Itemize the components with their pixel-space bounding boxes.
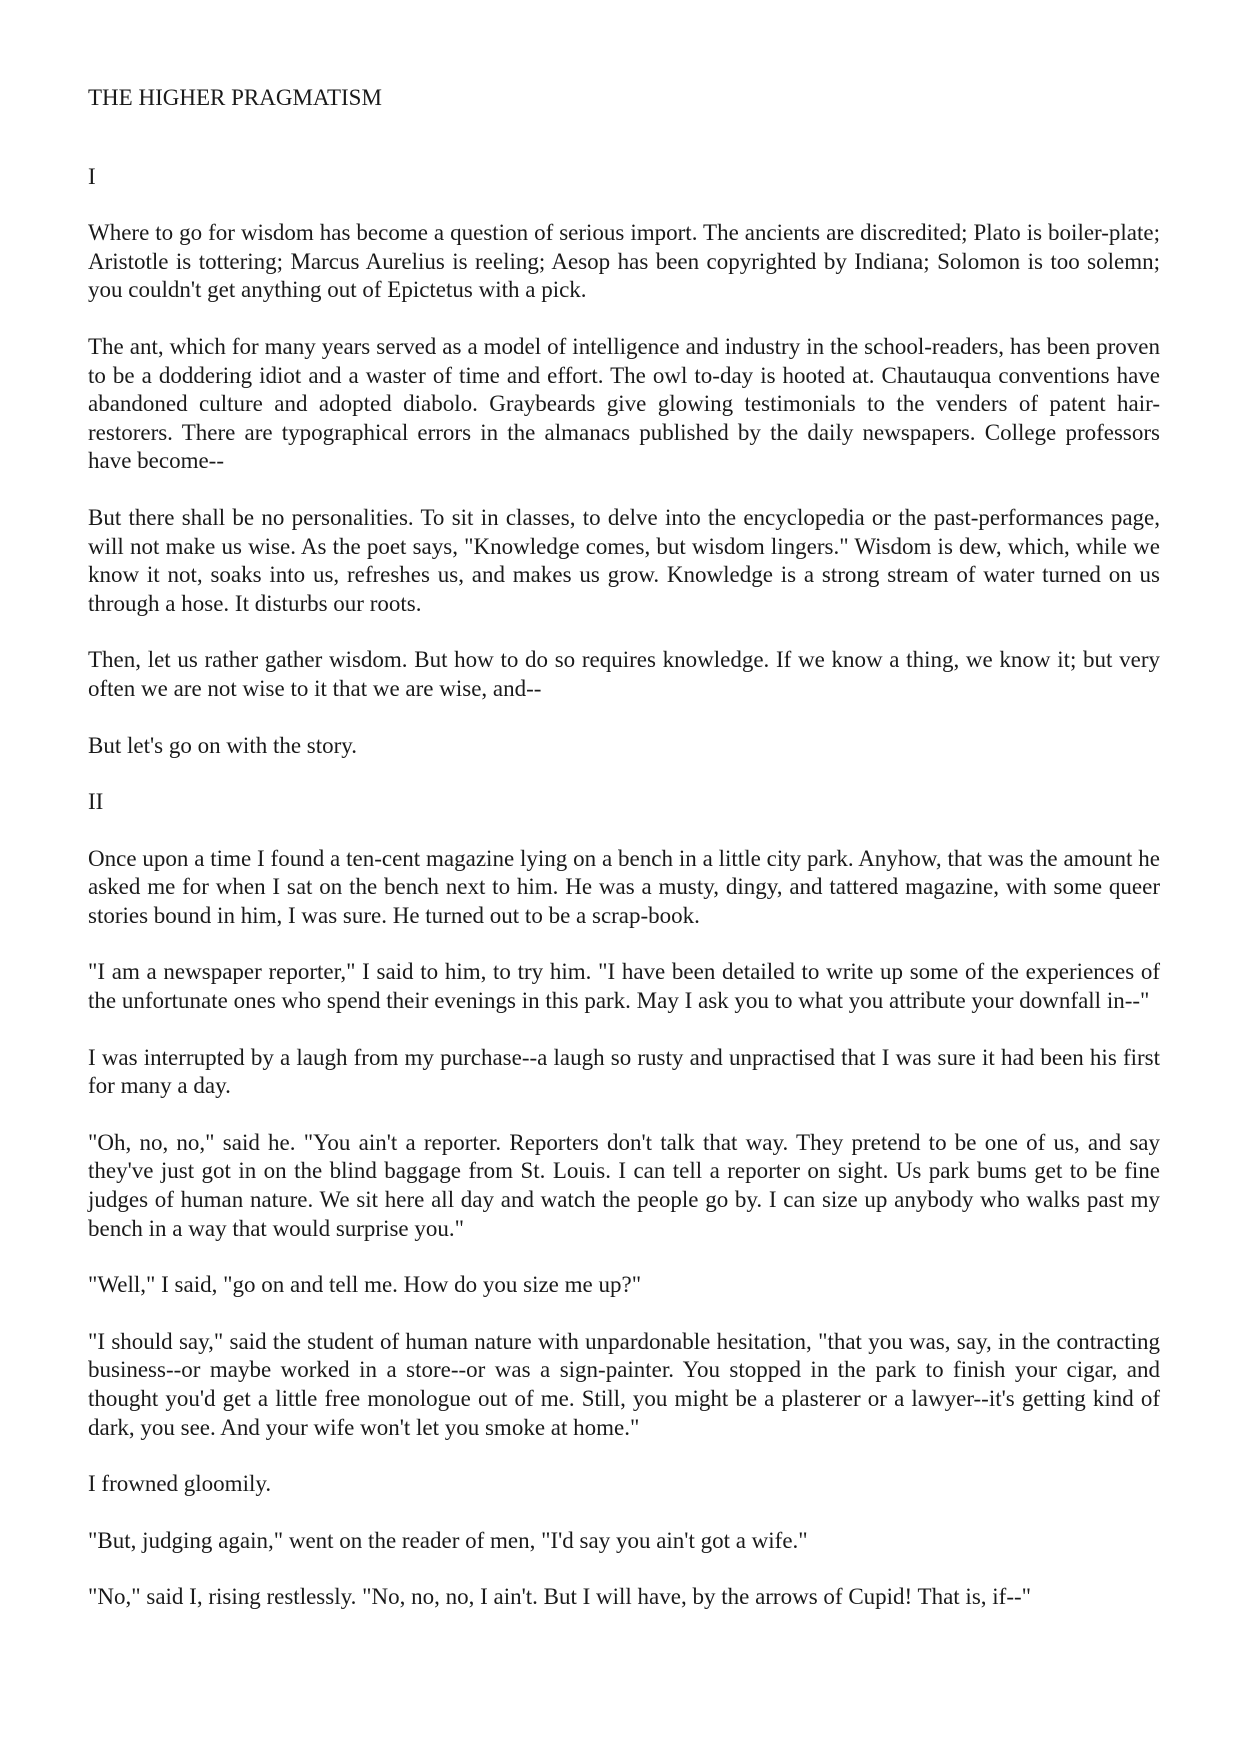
paragraph: "Oh, no, no," said he. "You ain't a reporter. Reporters don't talk that way. They pretend to be one of us, and say they've just got in on the blind baggage from St. Louis. I can tell a reporter on sight. Us park bums get to be fine judges of human nature. We sit here all day and watch the people go by. I can size up anybody who walks past my bench in a way that would surprise you.": [88, 1129, 1160, 1241]
section-2: [88, 788, 1160, 1612]
paragraph: "Well," I said, "go on and tell me. How do you size me up?": [88, 1272, 642, 1298]
section-heading: I: [88, 163, 96, 189]
section-1: [88, 163, 1160, 761]
document-title: THE HIGHER PRAGMATISM: [88, 85, 382, 110]
paragraph: Once upon a time I found a ten-cent magazine lying on a bench in a little city park. Anyhow, that was the amount he asked me for when I sat on the bench next to him. He was a musty, dingy, and tattered magazine, with some queer stories bound in him, I was sure. He turned out to be a scrap-book.: [88, 845, 1160, 928]
document-page: [88, 84, 1160, 1612]
paragraph: "I am a newspaper reporter," I said to him, to try him. "I have been detailed to write up some of the experiences of the unfortunate ones who spend their evenings in this park. May I ask you to what you attribute your downfall in--": [88, 959, 1160, 1014]
paragraph: "But, judging again," went on the reader of men, "I'd say you ain't got a wife.": [88, 1527, 808, 1553]
paragraph: But let's go on with the story.: [88, 732, 358, 758]
paragraph: "I should say," said the student of human nature with unpardonable hesitation, "that you was, say, in the contracting business--or maybe worked in a store--or was a sign-painter. You stopped in the park to finish your cigar, and thought you'd get a little free monologue out of me. Still, you might be a plasterer or a lawyer--it's getting kind of dark, you see. And your wife won't let you smoke at home.": [88, 1328, 1160, 1440]
paragraph: I frowned gloomily.: [88, 1471, 272, 1497]
paragraph: "No," said I, rising restlessly. "No, no, no, I ain't. But I will have, by the arrows of Cupid! That is, if--": [88, 1584, 1032, 1610]
section-heading: II: [88, 789, 104, 815]
paragraph: Where to go for wisdom has become a question of serious import. The ancients are discredited; Plato is boiler-plate; Aristotle is tottering; Marcus Aurelius is reeling; Aesop has been copyrighted by Indiana; Solomon is too solemn; you couldn't get anything out of Epictetus with a pick.: [88, 220, 1160, 303]
paragraph: Then, let us rather gather wisdom. But how to do so requires knowledge. If we know a thing, we know it; but very often we are not wise to it that we are wise, and--: [88, 647, 1160, 701]
paragraph: But there shall be no personalities. To sit in classes, to delve into the encyclopedia or the past-performances page, will not make us wise. As the poet says, "Knowledge comes, but wisdom lingers." Wisdom is dew, which, while we know it not, soaks into us, refreshes us, and makes us grow. Knowledge is a strong stream of water turned on us through a hose. It disturbs our roots.: [88, 504, 1160, 616]
paragraph: The ant, which for many years served as a model of intelligence and industry in the school-readers, has been proven to be a doddering idiot and a waster of time and effort. The owl to-day is hooted at. Chautauqua conventions have abandoned culture and adopted diabolo. Graybeards give glowing testimonials to the venders of patent hair- restorers. There are typographical errors in the almanacs published by the daily newspapers. College professors have become--: [88, 333, 1160, 474]
paragraph: I was interrupted by a laugh from my purchase--a laugh so rusty and unpractised that I was sure it had been his first for many a day.: [88, 1044, 1160, 1099]
